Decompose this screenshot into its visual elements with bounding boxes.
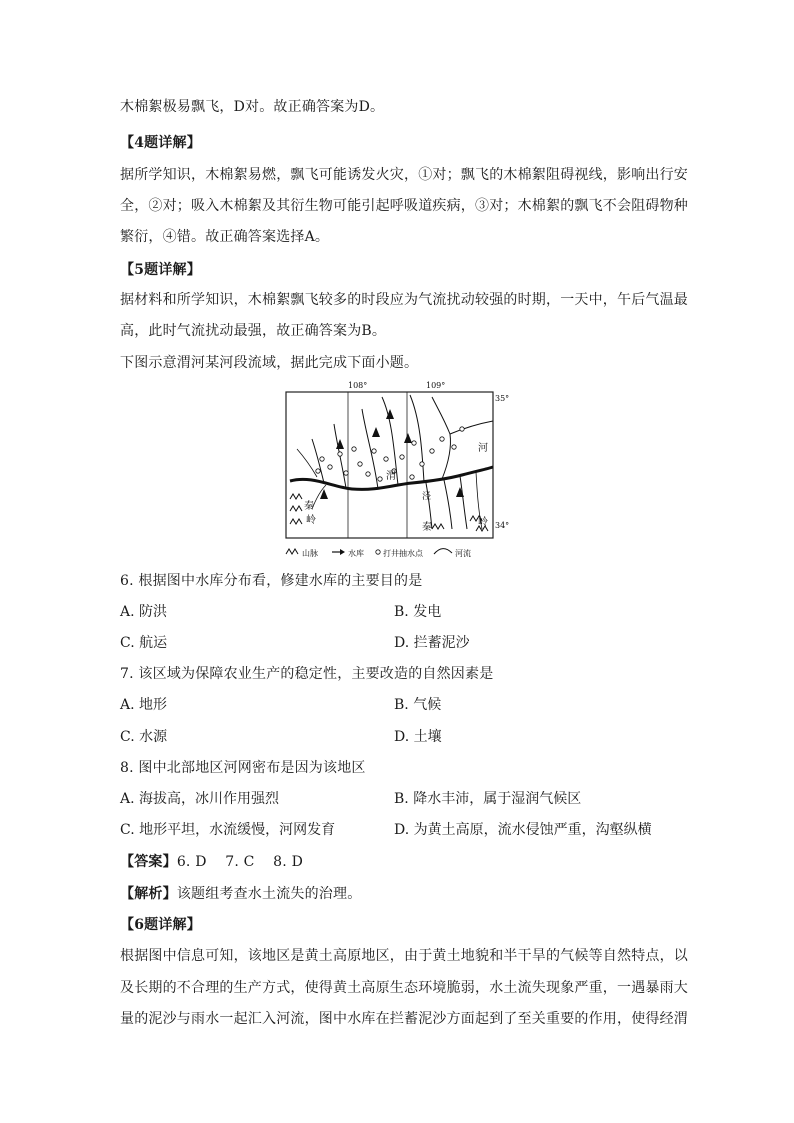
analysis-line — [120, 884, 680, 904]
question-stem: 7. 该区域为保障农业生产的稳定性，主要改造的自然因素是 — [120, 666, 494, 682]
map-legend — [286, 548, 471, 558]
legend-reservoir-label: 水库 — [348, 549, 364, 558]
tributary — [410, 395, 424, 482]
label-he: 河 — [478, 443, 488, 454]
option-d: D. 拦蓄泥沙 — [394, 635, 470, 651]
legend-well-icon — [376, 550, 380, 554]
legend-well-label: 打井抽水点 — [383, 549, 423, 558]
legend-mountain-icon — [286, 549, 298, 554]
text-line: 高，此时气流扰动最强，故正确答案为B。 — [120, 323, 387, 339]
section-heading: 【6题详解】 — [120, 917, 201, 933]
text-line: 全，②对；吸入木棉絮及其衍生物可能引起呼吸道疾病，③对；木棉絮的飘飞不会阻碍物种 — [120, 198, 688, 214]
section-heading: 【4题详解】 — [120, 135, 201, 151]
label-ling-east: 岭 — [478, 517, 488, 528]
legend-mountain-label: 山脉 — [302, 549, 318, 558]
text-line: 根据图中信息可知，该地区是黄土高原地区，由于黄土地貌和半干旱的气候等自然特点，以 — [120, 948, 688, 964]
label-ling-west: 岭 — [306, 515, 316, 526]
question-stem: 6. 根据图中水库分布看，修建水库的主要目的是 — [120, 573, 423, 589]
lat-label-34: 34° — [495, 521, 510, 530]
label-wei: 渭 — [386, 471, 396, 482]
legend-river-label: 河流 — [455, 549, 471, 558]
analysis-text: 该题组考查水土流失的治理。 — [176, 886, 362, 902]
option-b: B. 发电 — [394, 604, 442, 620]
option-a: A. 地形 — [120, 697, 168, 713]
answer-label: 【答案】 — [120, 854, 177, 870]
answer-text: 6. D 7. C 8. D — [176, 854, 303, 870]
text-line: 据所学知识，木棉絮易燃，飘飞可能诱发火灾，①对；飘飞的木棉絮阻碍视线，影响出行安 — [120, 167, 688, 183]
label-qin-west: 秦 — [304, 501, 314, 512]
tributary — [297, 449, 317, 477]
option-a: A. 海拔高，冰川作用强烈 — [120, 791, 280, 807]
text-line: 下图示意渭河某河段流域，据此完成下面小题。 — [120, 355, 419, 371]
mountain-symbols — [290, 494, 488, 531]
lon-label-108: 108° — [348, 381, 368, 390]
text-line: 木棉絮极易飘飞，D对。故正确答案为D。 — [120, 99, 385, 115]
text-line: 据材料和所学知识，木棉絮飘飞较多的时段应为气流扰动较强的时期，一天中，午后气温最 — [120, 292, 688, 308]
legend-river-icon — [434, 549, 452, 554]
question-stem: 8. 图中北部地区河网密布是因为该地区 — [120, 760, 366, 776]
option-c: C. 水源 — [120, 729, 168, 745]
option-d: D. 为黄土高原，流水侵蚀严重，沟壑纵横 — [394, 822, 652, 838]
option-b: B. 降水丰沛，属于湿润气候区 — [394, 791, 582, 807]
option-c: C. 地形平坦，水流缓慢，河网发育 — [120, 822, 336, 838]
lon-label-109: 109° — [426, 381, 446, 390]
label-qin-east: 秦 — [422, 522, 432, 533]
tributary — [450, 421, 493, 434]
analysis-label: 【解析】 — [120, 886, 177, 902]
tributary — [444, 480, 452, 529]
text-line: 繁衍，④错。故正确答案选择A。 — [120, 229, 330, 245]
wei-river-map — [282, 379, 512, 564]
option-a: A. 防洪 — [120, 604, 168, 620]
label-jing: 泾 — [422, 492, 432, 502]
lat-label-35: 35° — [495, 394, 510, 403]
option-d: D. 土壤 — [394, 729, 442, 745]
option-b: B. 气候 — [394, 697, 442, 713]
option-c: C. 航运 — [120, 635, 168, 651]
text-line: 及长期的不合理的生产方式，使得黄土高原生态环境脆弱，水土流失现象严重，一遇暴雨大 — [120, 980, 688, 996]
section-heading: 【5题详解】 — [120, 262, 201, 278]
tributary — [460, 476, 467, 529]
text-line: 量的泥沙与雨水一起汇入河流，图中水库在拦蓄泥沙方面起到了至关重要的作用，使得经渭 — [120, 1011, 688, 1027]
answer-line — [120, 852, 680, 872]
